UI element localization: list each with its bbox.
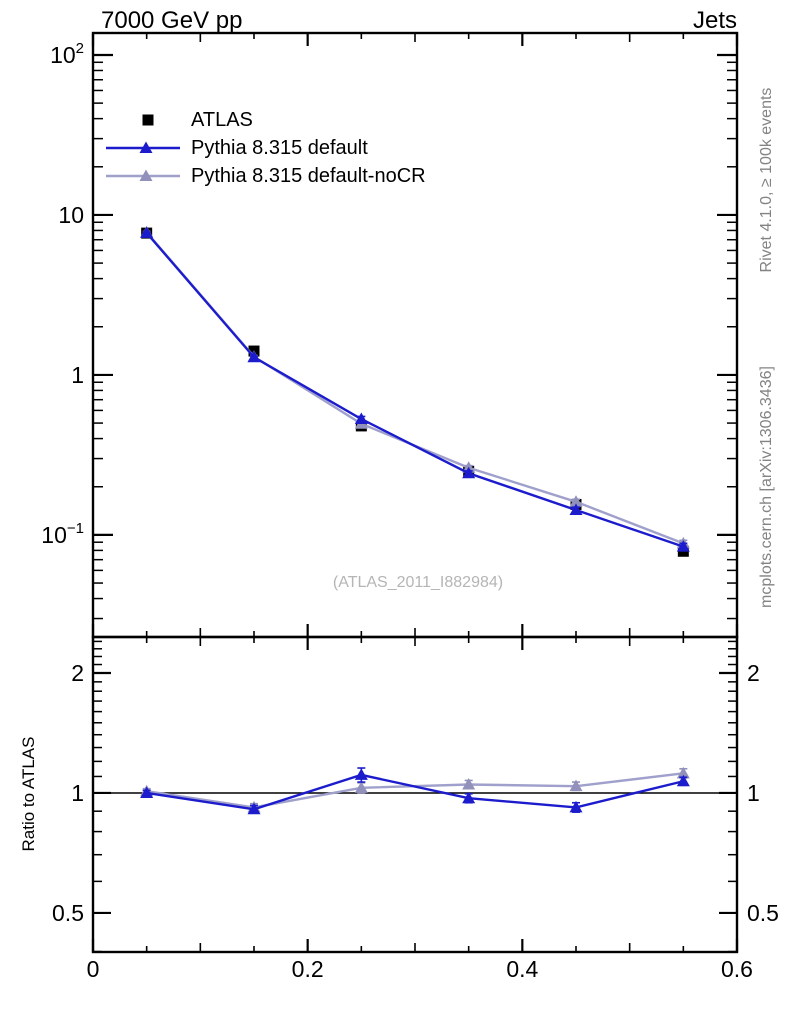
svg-text:1: 1: [71, 361, 84, 388]
atlas-square-marker-icon: [104, 108, 182, 132]
series-pythia-8-315-default-nocr: [140, 226, 690, 548]
legend-label-pythia-nocr: Pythia 8.315 default-noCR: [191, 164, 426, 187]
legend-item-atlas: [104, 106, 426, 134]
legend: [104, 106, 426, 190]
series-pythia-8-315-default: [140, 768, 690, 814]
svg-text:0: 0: [86, 956, 100, 982]
series-atlas: [141, 228, 689, 557]
svg-text:0.5: 0.5: [52, 899, 84, 926]
svg-text:0.5: 0.5: [747, 899, 779, 926]
svg-text:0.4: 0.4: [506, 956, 539, 982]
ratio-panel-border: [93, 637, 737, 952]
svg-text:0.6: 0.6: [721, 956, 753, 982]
main-panel-series: [140, 226, 690, 557]
series-pythia-8-315-default: [140, 226, 690, 551]
pythia-nocr-triangle-marker-icon: [104, 164, 182, 188]
legend-item-pythia-default: [104, 134, 426, 162]
svg-text:1: 1: [747, 779, 760, 806]
beam-energy-title: 7000 GeV pp: [101, 7, 243, 34]
svg-text:10−1: $10^{-1}$: [41, 519, 84, 548]
svg-text:2: 2: [71, 659, 84, 686]
mcplots-arxiv-note: mcplots.cern.ch [arXiv:1306.3436]: [758, 366, 775, 608]
pythia-default-triangle-marker-icon: [104, 136, 182, 160]
svg-text:102: $10^2$: [50, 39, 84, 68]
analysis-group-title: Jets: [692, 7, 737, 34]
analysis-id-watermark: (ATLAS_2011_I882984): [332, 574, 504, 591]
ratio-panel-series: [140, 767, 690, 814]
legend-label-pythia-default: Pythia 8.315 default: [191, 136, 368, 159]
svg-text:2: 2: [747, 659, 760, 686]
svg-text:0.2: 0.2: [291, 956, 324, 982]
svg-text:1: 1: [71, 779, 84, 806]
rivet-version-note: Rivet 4.1.0, ≥ 100k events: [758, 87, 775, 273]
legend-label-atlas: ATLAS: [191, 108, 253, 131]
legend-item-pythia-nocr: [104, 162, 426, 190]
ratio-axis-label: Ratio to ATLAS: [19, 736, 38, 852]
svg-text:10: 10: [58, 201, 84, 228]
